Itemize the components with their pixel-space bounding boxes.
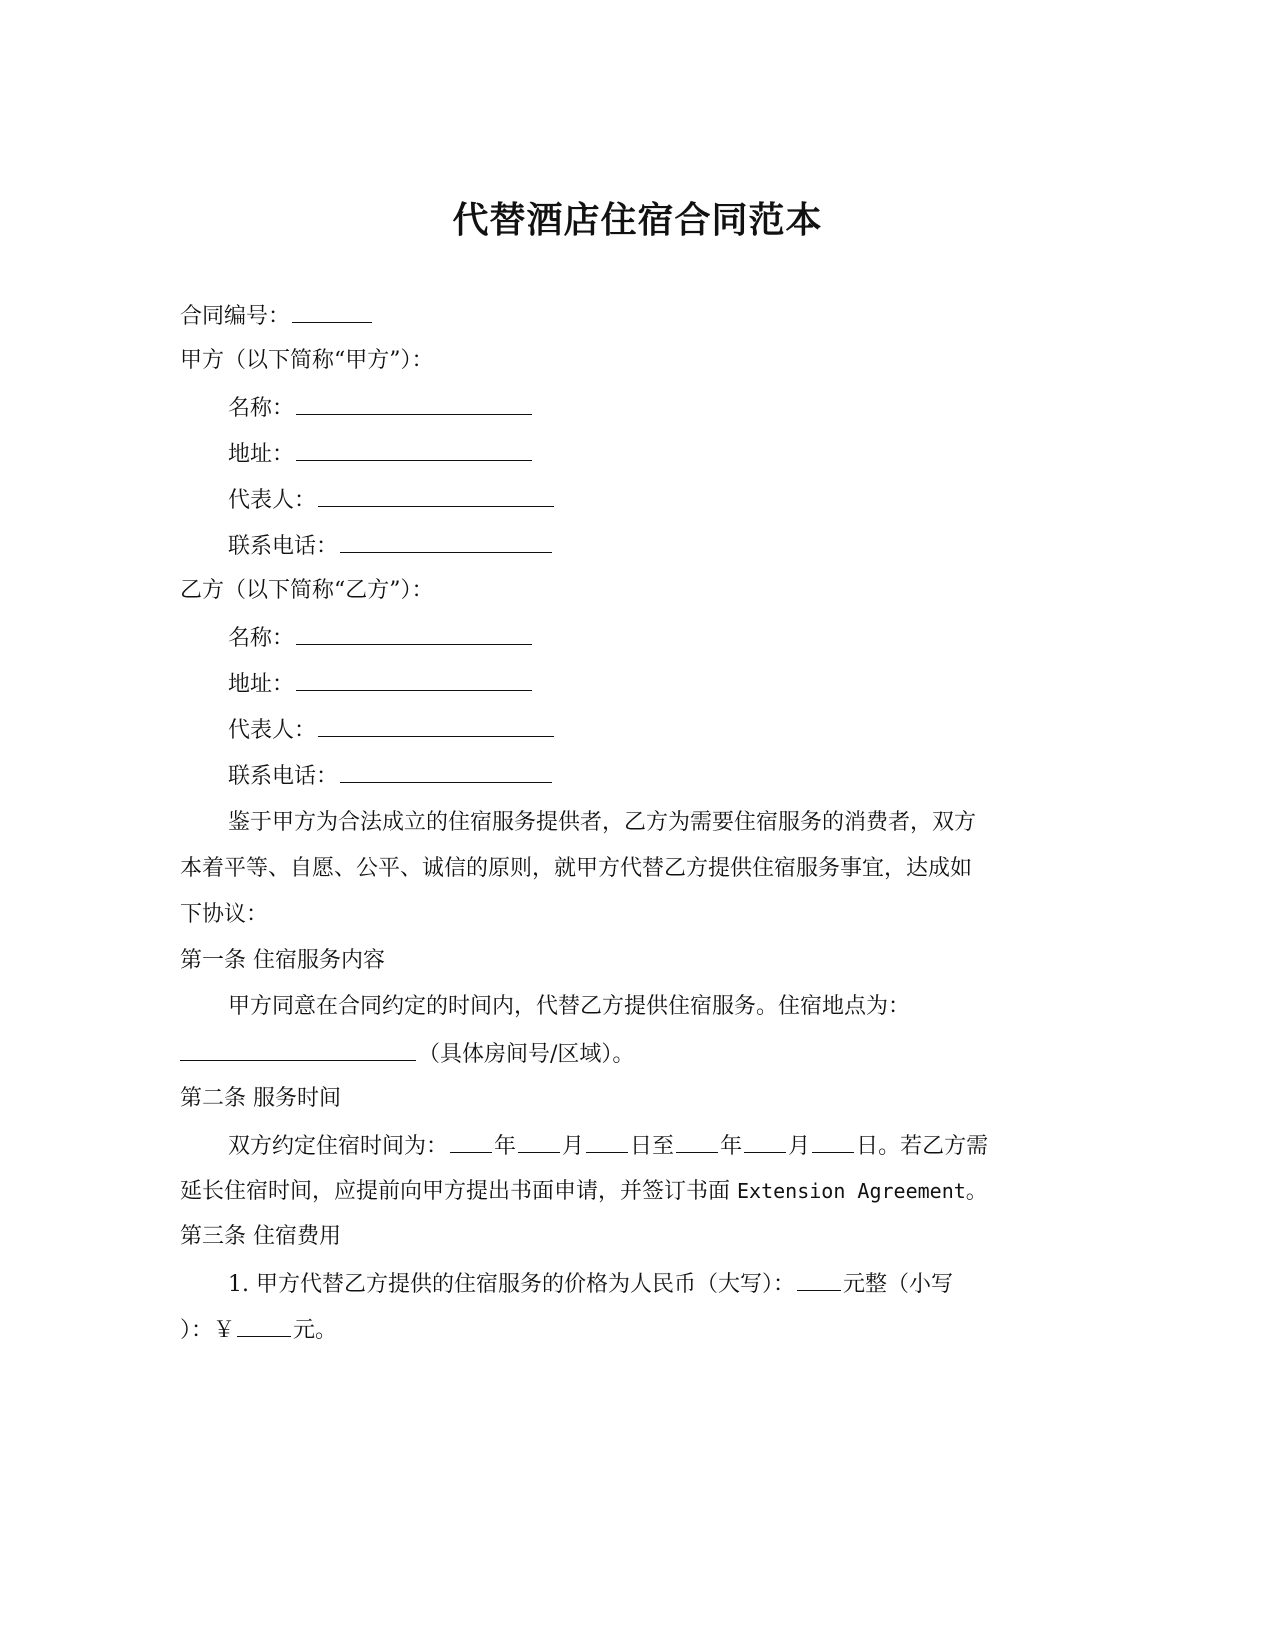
party-b-address-blank[interactable] bbox=[296, 668, 532, 691]
party-b-address-label: 地址： bbox=[228, 672, 295, 697]
preamble-line-1: 鉴于甲方为合法成立的住宿服务提供者，乙方为需要住宿服务的消费者，双方 bbox=[228, 810, 977, 835]
start-year-unit: 年 bbox=[494, 1134, 517, 1159]
article-1-line-1: 甲方同意在合同约定的时间内，代替乙方提供住宿服务。住宿地点为： bbox=[228, 994, 911, 1019]
party-b-address-line bbox=[228, 668, 534, 698]
party-b-representative-blank[interactable] bbox=[318, 714, 554, 737]
preamble-line-2: 本着平等、自愿、公平、诚信的原则，就甲方代替乙方提供住宿服务事宜，达成如 bbox=[180, 856, 973, 881]
article-3-line-1 bbox=[228, 1268, 953, 1298]
article-1-heading: 第一条 住宿服务内容 bbox=[180, 948, 385, 973]
room-location-suffix: （具体房间号/区域）。 bbox=[418, 1042, 635, 1067]
party-a-heading: 甲方（以下简称“甲方”）： bbox=[180, 348, 434, 373]
party-b-phone-label: 联系电话： bbox=[228, 764, 339, 789]
contract-number-blank[interactable] bbox=[292, 300, 372, 323]
party-b-phone-line bbox=[228, 760, 554, 790]
party-b-representative-line bbox=[228, 714, 556, 744]
party-a-phone-blank[interactable] bbox=[340, 530, 552, 553]
start-year-blank[interactable] bbox=[450, 1130, 492, 1153]
document-title: 代替酒店住宿合同范本 bbox=[452, 199, 823, 241]
party-a-address-line bbox=[228, 438, 534, 468]
contract-number-label: 合同编号： bbox=[180, 304, 291, 329]
start-day-unit: 日至 bbox=[630, 1134, 675, 1159]
party-a-address-blank[interactable] bbox=[296, 438, 532, 461]
article-3-line-2 bbox=[180, 1314, 337, 1344]
room-location-blank[interactable] bbox=[180, 1038, 416, 1061]
party-b-name-blank[interactable] bbox=[296, 622, 532, 645]
party-a-phone-label: 联系电话： bbox=[228, 534, 339, 559]
party-a-name-label: 名称： bbox=[228, 396, 295, 421]
price-lowercase-unit: 元。 bbox=[293, 1318, 338, 1343]
price-lowercase-blank[interactable] bbox=[237, 1314, 291, 1337]
party-a-representative-label: 代表人： bbox=[228, 488, 317, 513]
article-2-line-2 bbox=[180, 1176, 988, 1206]
party-b-name-line bbox=[228, 622, 534, 652]
start-month-unit: 月 bbox=[562, 1134, 585, 1159]
start-month-blank[interactable] bbox=[518, 1130, 560, 1153]
party-a-name-line bbox=[228, 392, 534, 422]
start-day-blank[interactable] bbox=[586, 1130, 628, 1153]
article-1-line-2 bbox=[180, 1038, 634, 1068]
price-uppercase-blank[interactable] bbox=[797, 1268, 841, 1291]
stay-period-label: 双方约定住宿时间为： bbox=[228, 1134, 449, 1159]
extension-period: 。 bbox=[965, 1179, 988, 1204]
party-b-name-label: 名称： bbox=[228, 626, 295, 651]
party-b-representative-label: 代表人： bbox=[228, 718, 317, 743]
party-b-heading: 乙方（以下简称“乙方”）： bbox=[180, 578, 434, 603]
party-a-address-label: 地址： bbox=[228, 442, 295, 467]
article-2-line-1 bbox=[228, 1130, 988, 1160]
end-day-blank[interactable] bbox=[812, 1130, 854, 1153]
end-year-unit: 年 bbox=[720, 1134, 743, 1159]
party-a-phone-line bbox=[228, 530, 554, 560]
extension-agreement-term: Extension Agreement bbox=[737, 1179, 966, 1203]
party-a-name-blank[interactable] bbox=[296, 392, 532, 415]
price-uppercase-unit: 元整（小写 bbox=[843, 1272, 954, 1297]
party-a-representative-line bbox=[228, 484, 556, 514]
end-month-blank[interactable] bbox=[744, 1130, 786, 1153]
end-year-blank[interactable] bbox=[676, 1130, 718, 1153]
extension-text: 延长住宿时间，应提前向甲方提出书面申请，并签订书面 bbox=[180, 1179, 737, 1204]
preamble-line-3: 下协议： bbox=[180, 902, 269, 927]
price-lowercase-label: ）：￥ bbox=[180, 1318, 236, 1343]
end-month-unit: 月 bbox=[788, 1134, 811, 1159]
contract-number-line bbox=[180, 300, 374, 330]
end-day-unit: 日。若乙方需 bbox=[856, 1134, 989, 1159]
party-b-phone-blank[interactable] bbox=[340, 760, 552, 783]
price-text: 1. 甲方代替乙方提供的住宿服务的价格为人民币（大写）： bbox=[228, 1272, 795, 1297]
article-3-heading: 第三条 住宿费用 bbox=[180, 1224, 341, 1249]
article-2-heading: 第二条 服务时间 bbox=[180, 1086, 341, 1111]
party-a-representative-blank[interactable] bbox=[318, 484, 554, 507]
